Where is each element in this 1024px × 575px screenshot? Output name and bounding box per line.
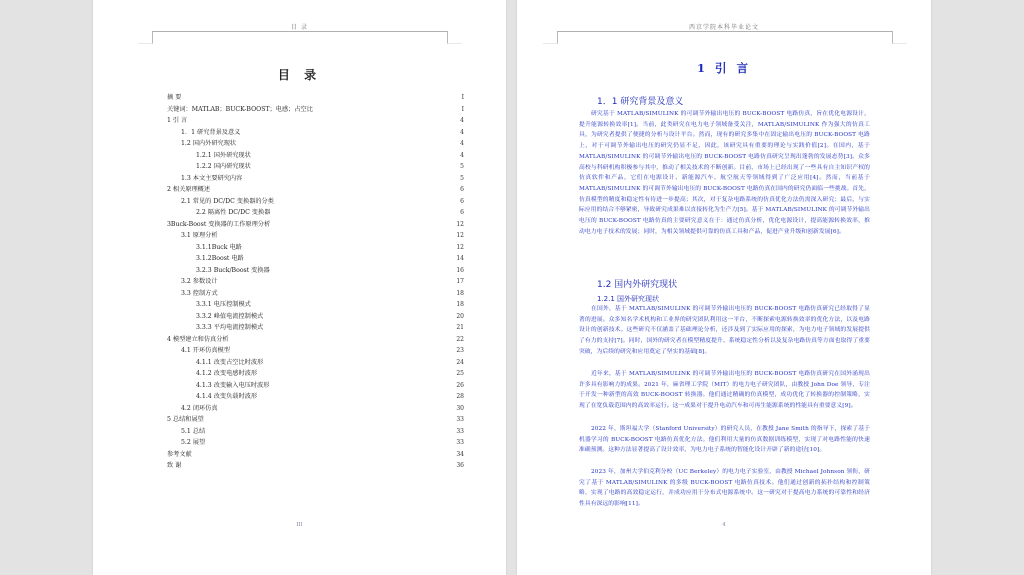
toc-entry-label: 3Buck-Boost 变换器的工作原理分析	[167, 220, 271, 228]
toc-entry-page: 12	[456, 220, 464, 228]
toc-entry-page: 18	[456, 301, 464, 308]
toc-entry[interactable]	[167, 150, 464, 162]
toc-entry-page: 34	[456, 450, 464, 458]
toc-entry[interactable]	[167, 265, 464, 277]
toc-entry[interactable]	[167, 437, 464, 449]
toc-entry-label: 摘 要	[167, 94, 182, 101]
toc-entry-label: 2.2 隔离性 DC/DC 变换器	[196, 209, 271, 216]
paragraph-foreign-overview: 在国外，基于 MATLAB/SIMULINK 的可调节外输出电压的 BUCK-BOOST 电路仿真研究已经取得了显著的进展。众多知名学术机构和工业界的研究团队利用这一平台，不断探索电源转换效率的优化方法，以及电路设计的创新技术。这些研究不仅涵盖了基础理论分析，还涉及到了实际应用的探索，为电力电子领域的发展提供了有力的支持[7]。同时，国外的研究者在模型精度提升、系统稳定性分析以及复杂电路仿真等方面也取得了重要突破，为后续的研究和应用奠定了坚实的基础[8]。	[579, 306, 870, 355]
toc-entry-page: 14	[456, 255, 464, 262]
toc-list	[167, 92, 464, 472]
toc-entry-label: 4 模型建立和仿真分析	[167, 335, 229, 343]
toc-entry-page: 4	[460, 151, 464, 159]
toc-entry[interactable]	[167, 368, 464, 380]
toc-entry-page: 6	[460, 197, 464, 205]
section-heading-1-2: 1.2 国内外研究现状	[597, 280, 678, 290]
toc-entry-page: 33	[456, 439, 464, 446]
toc-entry[interactable]	[167, 184, 464, 196]
toc-entry-label: 2 相关原理概述	[167, 186, 211, 193]
toc-entry[interactable]	[167, 104, 464, 116]
page-number: 4	[722, 522, 726, 528]
toc-entry[interactable]	[167, 276, 464, 288]
toc-entry[interactable]	[167, 173, 464, 185]
toc-entry-label: 1.3 本文主要研究内容	[181, 174, 243, 182]
toc-entry[interactable]	[167, 357, 464, 369]
toc-entry[interactable]	[167, 288, 464, 300]
section-heading-1-1: 1．1 研究背景及意义	[597, 97, 684, 107]
toc-entry[interactable]	[167, 230, 464, 242]
toc-entry-page: 4	[460, 128, 464, 136]
toc-entry-page: 33	[456, 416, 464, 423]
toc-entry-page: 18	[456, 289, 464, 297]
toc-entry-page: 28	[456, 393, 464, 400]
toc-entry[interactable]	[167, 380, 464, 392]
toc-entry-page: 22	[456, 335, 464, 343]
toc-entry[interactable]	[167, 92, 464, 104]
toc-entry-page: 30	[456, 404, 464, 412]
toc-entry-page: 12	[456, 243, 464, 251]
toc-entry-label: 1.2.2 国内研究现状	[196, 163, 251, 170]
toc-entry[interactable]	[167, 345, 464, 357]
toc-entry[interactable]	[167, 403, 464, 415]
toc-entry[interactable]	[167, 127, 464, 139]
toc-entry[interactable]	[167, 138, 464, 150]
toc-entry-page: I	[461, 105, 464, 113]
toc-entry[interactable]	[167, 322, 464, 334]
toc-entry-label: 3.2.3 Buck/Boost 变换器	[196, 266, 270, 274]
paragraph-mit-2021: 近年来，基于 MATLAB/SIMULINK 的可调节外输出电压的 BUCK-BOOST 电路仿真研究在国外涌现出许多具有影响力的成果。2021 年，麻省理工学院（MIT）的电力电子研究团队，由教授 John Doe 领导，专注于开发一种新型的高效 BUCK-BOOST 转换器。他们通过精确的仿真模型，成功优化了转换器的控制策略，实现了在宽负载范围内的高效率运行。这一成果对于提升电动汽车和可再生能源系统的性能具有重要意义[9]。	[579, 371, 870, 410]
toc-entry-page: 20	[456, 312, 464, 320]
toc-entry-label: 4.2 闭环仿真	[181, 404, 218, 412]
subsection-heading-1-2-1: 1.2.1 国外研究现状	[597, 295, 660, 303]
toc-entry-page: 4	[460, 117, 464, 124]
toc-entry-page: 5	[460, 163, 464, 170]
toc-entry-label: 致 谢	[167, 462, 182, 469]
toc-entry-label: 关键词：MATLAB；BUCK-BOOST；电感；占空比	[167, 105, 313, 113]
margin-corner-mark	[543, 31, 558, 44]
toc-entry-label: 4.1.1 改变占空比时波形	[196, 358, 264, 366]
toc-entry-label: 1.2 国内外研究现状	[181, 140, 237, 147]
margin-corner-mark	[138, 31, 153, 44]
toc-entry[interactable]	[167, 299, 464, 311]
toc-entry-label: 2.1 常见的 DC/DC 变换器的分类	[181, 197, 274, 205]
paragraph-stanford-2022: 2022 年，斯坦福大学（Stanford University）的研究人员，在教授 Jane Smith 的指导下，探索了基于机器学习的 BUCK-BOOST 电路仿真优化方法。他们利用大量的仿真数据训练模型，实现了对电路性能的快速准确预测。这种方法显著提高了设计效率，为电力电子系统的智能化设计开辟了新的途径[10]。	[579, 426, 870, 454]
toc-entry-label: 参考文献	[167, 450, 192, 458]
toc-entry[interactable]	[167, 242, 464, 254]
toc-entry-label: 5.2 展望	[181, 439, 206, 446]
toc-entry-page: 17	[456, 278, 464, 285]
toc-entry-label: 3.3 控制方式	[181, 289, 218, 297]
toc-entry[interactable]	[167, 219, 464, 231]
toc-entry[interactable]	[167, 334, 464, 346]
page-number: III	[296, 522, 303, 528]
toc-entry-page: 21	[456, 324, 464, 331]
toc-entry[interactable]	[167, 196, 464, 208]
toc-entry-label: 3.1 原理分析	[181, 232, 218, 239]
header-rule	[152, 31, 447, 32]
toc-entry[interactable]	[167, 161, 464, 173]
document-page-toc	[93, 0, 506, 575]
toc-entry-page: 6	[460, 209, 464, 216]
document-page-chapter-1	[517, 0, 931, 575]
toc-entry-label: 4.1 开环仿真模型	[181, 347, 230, 354]
toc-entry-label: 1 引 言	[167, 117, 188, 124]
toc-entry[interactable]	[167, 115, 464, 127]
toc-entry-label: 3.2 参数设计	[181, 278, 218, 285]
toc-entry[interactable]	[167, 449, 464, 461]
toc-entry-page: 5	[460, 174, 464, 182]
toc-entry-page: 6	[460, 186, 464, 193]
margin-corner-mark	[447, 31, 462, 44]
toc-entry-page: 23	[456, 347, 464, 354]
toc-entry-label: 5 总结和展望	[167, 416, 204, 423]
toc-entry-label: 3.1.1Buck 电路	[196, 243, 242, 251]
toc-entry-page: 12	[456, 232, 464, 239]
toc-entry-page: I	[461, 94, 464, 101]
toc-entry-page: 36	[456, 462, 464, 469]
toc-entry-label: 3.3.1 电压控制模式	[196, 301, 251, 308]
chapter-title: 1 引 言	[696, 61, 751, 75]
toc-entry-label: 3.3.3 平均电流控制模式	[196, 324, 264, 331]
toc-entry[interactable]	[167, 311, 464, 323]
toc-entry-label: 3.3.2 峰值电流控制模式	[196, 312, 264, 320]
toc-entry-label: 5.1 总结	[181, 427, 206, 435]
toc-entry-page: 24	[456, 358, 464, 366]
toc-title: 目 录	[277, 68, 322, 82]
paragraph-berkeley-2023: 2023 年，加州大学伯克利分校（UC Berkeley）的电力电子实验室，由教授 Michael Johnson 领衔，研究了基于 MATLAB/SIMULINK 的多级 BUCK-BOOST 电路仿真技术。他们通过创新的拓扑结构和控制策略，实现了电路的高效稳定运行，并成功应用于分布式电源系统中。这一研究对于提高电力系统的可靠性和经济性具有深远的影响[11]。	[579, 469, 870, 508]
toc-entry[interactable]	[167, 253, 464, 265]
toc-entry[interactable]	[167, 414, 464, 426]
toc-entry-label: 1．1 研究背景及意义	[181, 128, 241, 136]
paragraph-background: 研究基于 MATLAB/SIMULINK 的可调节外输出电压的 BUCK-BOOST 电路仿真，旨在优化电源设计，提升能源转换效率[1]。当前，此类研究在电力电子领域备受关注，MATLAB/SIMULINK 作为强大的仿真工具，为研究者提供了便捷的分析与设计平台。然而，现有的研究多集中在固定输出电压的 BUCK-BOOST 电路上，对于可调节外输出电压的研究仍显不足，因此，该研究具有重要的理论与实践价值[2]。在国内，基于 MATLAB/SIMULINK 的可调节外输出电压的 BUCK-BOOST 电路仿真研究呈现出蓬勃的发展态势[3]。众多高校与科研机构积极参与其中，推动了相关技术的不断创新。目前，市场上已经出现了一些具有自主知识产权的仿真软件和产品，它们在电源设计、新能源汽车、航空航天等领域得到了广泛应用[4]。然而，当前基于 MATLAB/SIMULINK 的可调节外输出电压的 BUCK-BOOST 电路仿真在国内的研究仍面临一些挑战。首先，仿真模型的精度和稳定性有待进一步提高；其次，对于复杂电路系统的仿真优化方法仍需深入研究；最后，与实际应用的结合不够紧密，导致研究成果难以直接转化为生产力[5]。基于 MATLAB/SIMULINK 的可调节外输出电压的 BUCK-BOOST 电路仿真的主要研究意义在于：通过仿真分析，优化电源设计，提高能源转换效率，推动电力电子技术的发展；同时，为相关领域提供可靠的仿真工具和产品，促进产业升级和创新发展[6]。	[579, 111, 870, 235]
toc-entry-label: 4.1.2 改变电感时波形	[196, 370, 258, 377]
page-header: 西京学院本科毕业论文	[688, 24, 759, 31]
toc-entry[interactable]	[167, 460, 464, 472]
toc-entry-page: 25	[456, 370, 464, 377]
toc-entry-label: 1.2.1 国外研究现状	[196, 151, 251, 159]
page-header: 目 录	[291, 24, 308, 31]
toc-entry-page: 26	[456, 381, 464, 389]
toc-entry-page: 16	[456, 266, 464, 274]
margin-corner-mark	[892, 31, 907, 44]
header-rule	[557, 31, 892, 32]
toc-entry[interactable]	[167, 426, 464, 438]
toc-entry-label: 3.1.2Boost 电路	[196, 255, 244, 262]
toc-entry-page: 4	[460, 140, 464, 147]
toc-entry[interactable]	[167, 391, 464, 403]
toc-entry-label: 4.1.4 改变负载时波形	[196, 393, 258, 400]
toc-entry-page: 33	[456, 427, 464, 435]
toc-entry-label: 4.1.3 改变输入电压时波形	[196, 381, 270, 389]
toc-entry[interactable]	[167, 207, 464, 219]
